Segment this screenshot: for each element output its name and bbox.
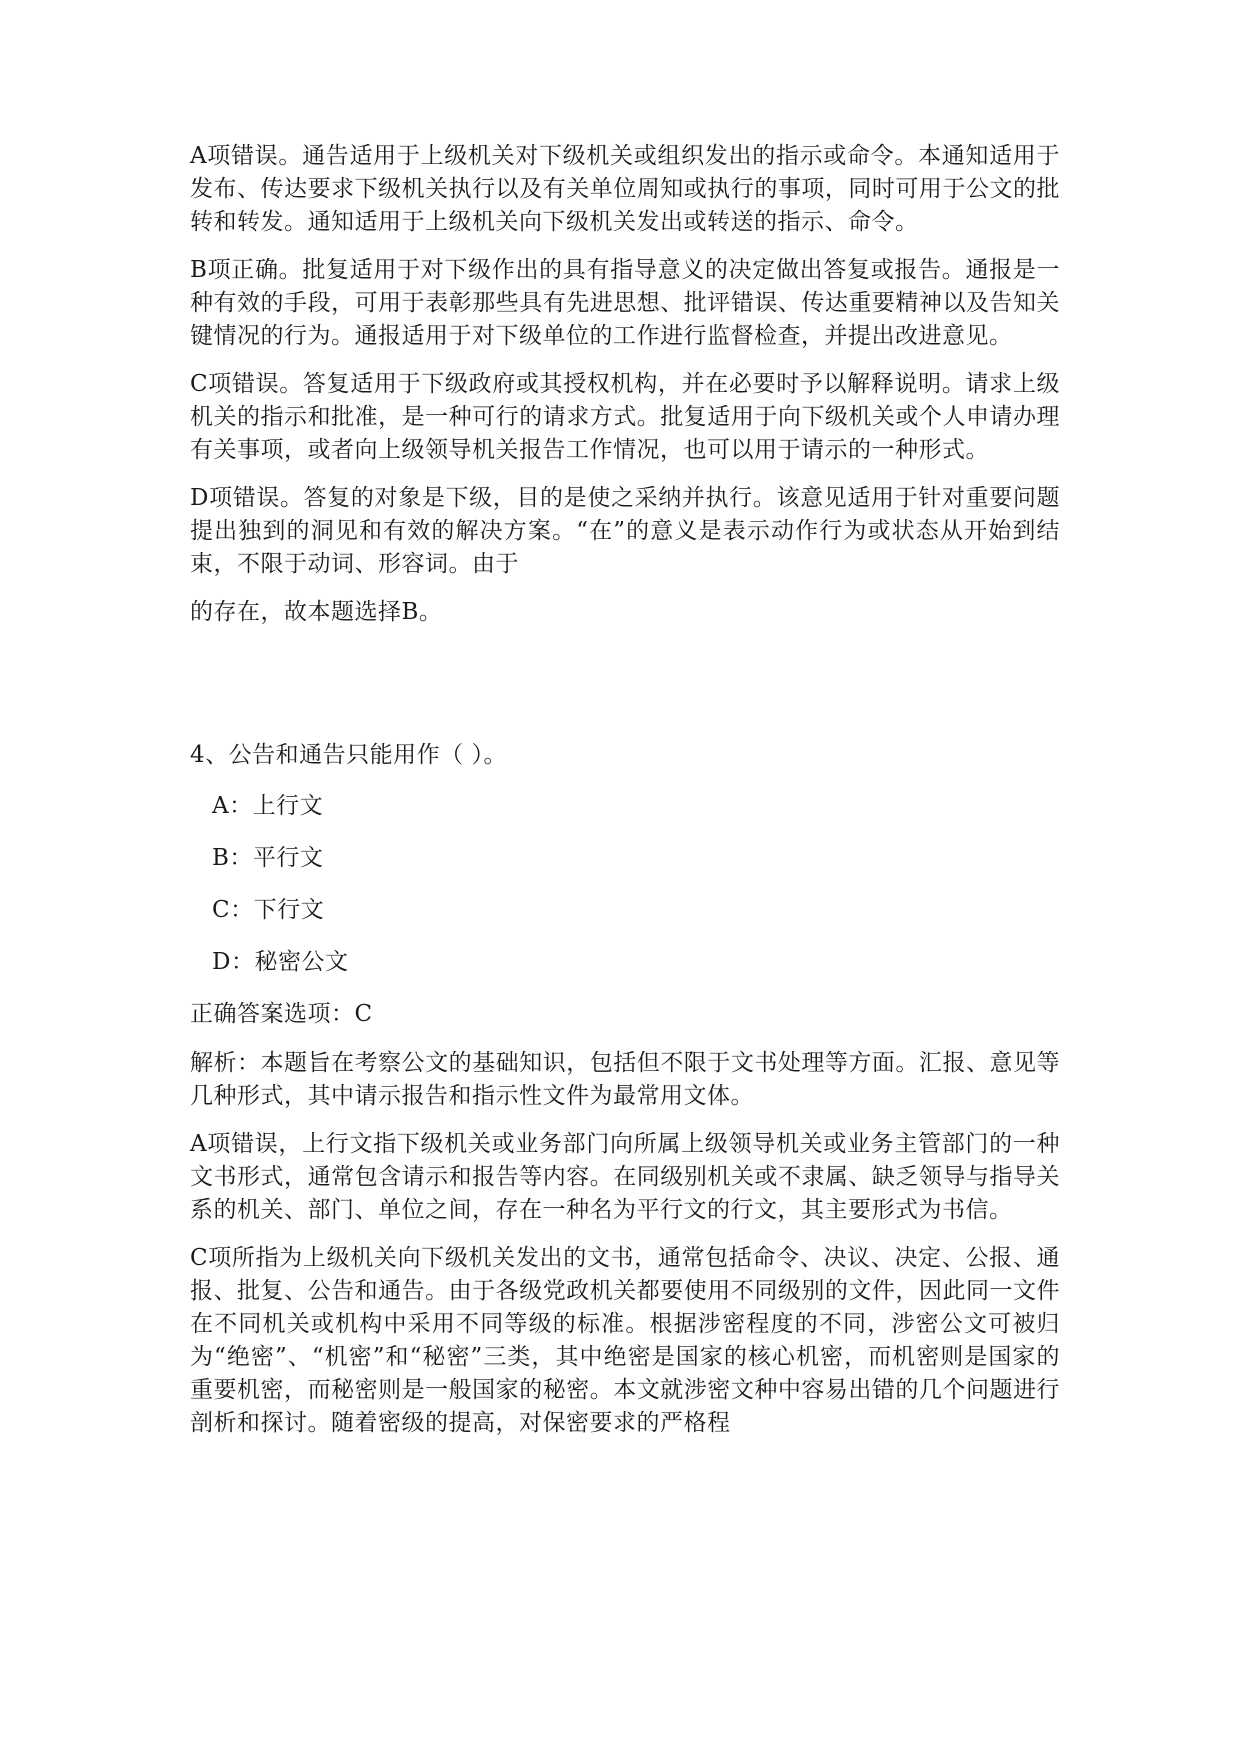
analysis-option-c: C项所指为上级机关向下级机关发出的文书，通常包括命令、决议、决定、公报、通报、批复、公告和通告。由于各级党政机关都要使用不同级别的文件，因此同一文件在不同机关或机构中采用不同等级的标准。根据涉密程度的不同，涉密公文可被归为“绝密”、“机密”和“秘密”三类，其中绝密是国家的核心机密，而机密则是国家的重要机密，而秘密则是一般国家的秘密。本文就涉密文种中容易出错的几个问题进行剖析和探讨。随着密级的提高，对保密要求的严格程 xyxy=(190,1245,1060,1436)
explanation-option-c: C项错误。答复适用于下级政府或其授权机构，并在必要时予以解释说明。请求上级机关的指示和批准，是一种可行的请求方式。批复适用于向下级机关或个人申请办理有关事项，或者向上级领导机关报告工作情况，也可以用于请示的一种形式。 xyxy=(190,371,1060,463)
question-option-c: C：下行文 xyxy=(212,897,325,923)
explanation-option-a: A项错误。通告适用于上级机关对下级机关或组织发出的指示或命令。本通知适用于发布、传达要求下级机关执行以及有关单位周知或执行的事项，同时可用于公文的批转和转发。通知适用于上级机关向下级机关发出或转送的指示、命令。 xyxy=(190,143,1060,235)
question-text: 4、公告和通告只能用作（ ）。 xyxy=(190,742,507,768)
question-option-d: D：秘密公文 xyxy=(212,949,349,975)
question-option-b: B：平行文 xyxy=(212,845,324,871)
explanation-option-d: D项错误。答复的对象是下级，目的是使之采纳并执行。该意见适用于针对重要问题提出独到的洞见和有效的解决方案。“在”的意义是表示动作行为或状态从开始到结束，不限于动词、形容词。由于 xyxy=(190,485,1060,577)
document-page xyxy=(190,140,1060,1455)
analysis-option-a: A项错误，上行文指下级机关或业务部门向所属上级领导机关或业务主管部门的一种文书形式，通常包含请示和报告等内容。在同级别机关或不隶属、缺乏领导与指导关系的机关、部门、单位之间，存在一种名为平行文的行文，其主要形式为书信。 xyxy=(190,1131,1060,1223)
section-gap xyxy=(190,644,1060,739)
explanation-conclusion: 的存在，故本题选择B。 xyxy=(190,599,443,625)
question-option-a: A：上行文 xyxy=(212,793,324,819)
explanation-option-b: B项正确。批复适用于对下级作出的具有指导意义的决定做出答复或报告。通报是一种有效的手段，可用于表彰那些具有先进思想、批评错误、传达重要精神以及告知关键情况的行为。通报适用于对下级单位的工作进行监督检查，并提出改进意见。 xyxy=(190,257,1060,349)
analysis-intro: 解析：本题旨在考察公文的基础知识，包括但不限于文书处理等方面。汇报、意见等几种形式，其中请示报告和指示性文件为最常用文体。 xyxy=(190,1050,1060,1109)
correct-answer: 正确答案选项：C xyxy=(190,1001,373,1027)
